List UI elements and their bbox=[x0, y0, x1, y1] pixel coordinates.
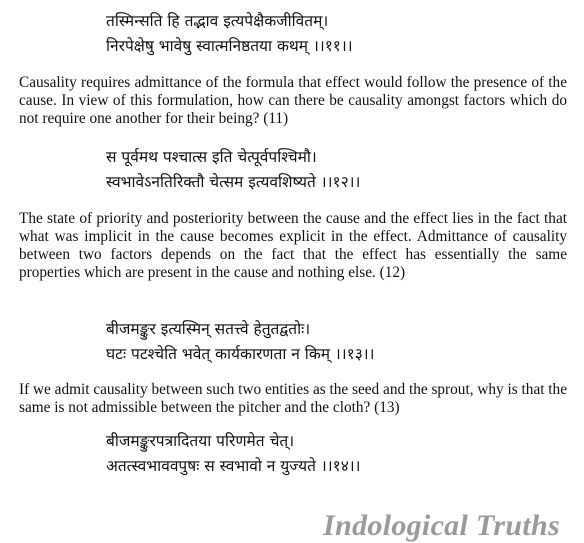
translation-paragraph-12: The state of priority and posteriority between the cause and the effect lies in the fact that what was implicit in the cause becomes explicit in the effect. Admittance of causality between two factors depends on the fact that the effect has essentially the same properties which are present in the cause and nothing else. (12) bbox=[19, 210, 567, 281]
translation-paragraph-13: If we admit causality between such two entities as the seed and the sprout, why is that the same is not admissible between the pitcher and the cloth? (13) bbox=[19, 381, 567, 416]
verse-line: घटः पटश्चेति भवेत्‌ कार्यकारणता न किम्‌ ।।१३।। bbox=[106, 345, 375, 363]
verse-line: तस्मिन्सति हि तद्भाव इत्यपेक्षैकजीवितम्। bbox=[106, 12, 329, 30]
verse-line: बीजमङ्कुरपत्रादितया परिणमेत चेत्‌। bbox=[106, 432, 295, 450]
translation-paragraph-11: Causality requires admittance of the formula that effect would follow the presence of the cause. In view of this formulation, how can there be causality amongst factors which do not require one another for their being? (11) bbox=[19, 74, 567, 127]
verse-line: बीजमङ्कुर इत्यस्मिन्‌ सतत्त्वे हेतुतद्वतोः। bbox=[106, 320, 311, 338]
verse-line: स्वभावेऽनतिरिक्तौ चेत्सम इत्यवशिष्यते ।।१२।। bbox=[106, 173, 361, 191]
verse-line: अतत्स्वभाववपुषः स स्वभावो न युज्यते ।।१४।। bbox=[106, 457, 361, 475]
verse-line: स पूर्वमथ पश्चात्स इति चेत्पूर्वपश्चिमौ। bbox=[106, 148, 317, 166]
watermark: Indological Truths bbox=[323, 509, 560, 542]
verse-line: निरपेक्षेषु भावेषु स्वात्मनिष्ठतया कथम्‌ ।।११।। bbox=[106, 37, 353, 55]
